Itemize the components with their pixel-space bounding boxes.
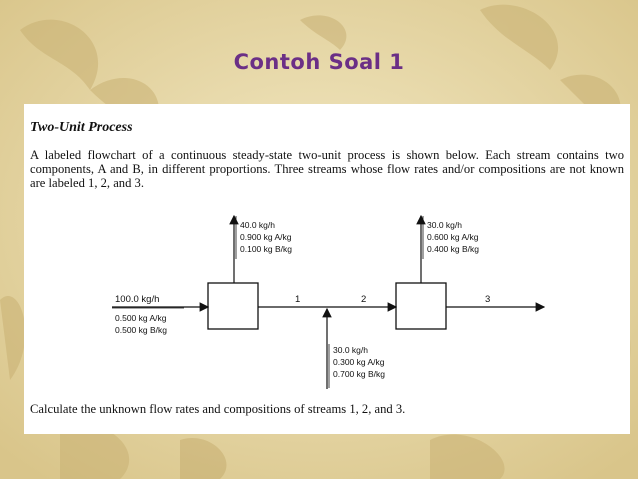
unit-1-box bbox=[208, 283, 258, 329]
bottom-inlet-comp-b: 0.700 kg B/kg bbox=[333, 369, 385, 379]
top-outlet-2-rate: 30.0 kg/h bbox=[427, 220, 462, 230]
feed-comp-b: 0.500 kg B/kg bbox=[115, 325, 167, 335]
flowchart bbox=[24, 104, 630, 434]
stream-label-3: 3 bbox=[485, 294, 491, 305]
problem-paragraph: A labeled flowchart of a continuous steady-state two-unit process is shown below. Each stream contains two components, A and B, in different proportions. Three streams whose flow rates and/or compositions are not known are labeled 1, 2, and 3. bbox=[30, 148, 624, 190]
problem-question: Calculate the unknown flow rates and compositions of streams 1, 2, and 3. bbox=[30, 402, 406, 416]
feed-comp-a: 0.500 kg A/kg bbox=[115, 313, 167, 323]
slide-title: Contoh Soal 1 bbox=[233, 50, 405, 74]
top-outlet-2-comp-b: 0.400 kg B/kg bbox=[427, 244, 479, 254]
bottom-inlet-comp-a: 0.300 kg A/kg bbox=[333, 357, 385, 367]
bottom-inlet-rate: 30.0 kg/h bbox=[333, 345, 368, 355]
feed-rate: 100.0 kg/h bbox=[115, 294, 160, 305]
stream-label-2: 2 bbox=[361, 294, 367, 305]
top-outlet-1-rate: 40.0 kg/h bbox=[240, 220, 275, 230]
problem-card bbox=[24, 104, 630, 434]
stream-label-1: 1 bbox=[295, 294, 301, 305]
unit-2-box bbox=[396, 283, 446, 329]
problem-heading: Two-Unit Process bbox=[30, 120, 133, 135]
top-outlet-1-comp-a: 0.900 kg A/kg bbox=[240, 232, 292, 242]
top-outlet-1-comp-b: 0.100 kg B/kg bbox=[240, 244, 292, 254]
top-outlet-2-comp-a: 0.600 kg A/kg bbox=[427, 232, 479, 242]
